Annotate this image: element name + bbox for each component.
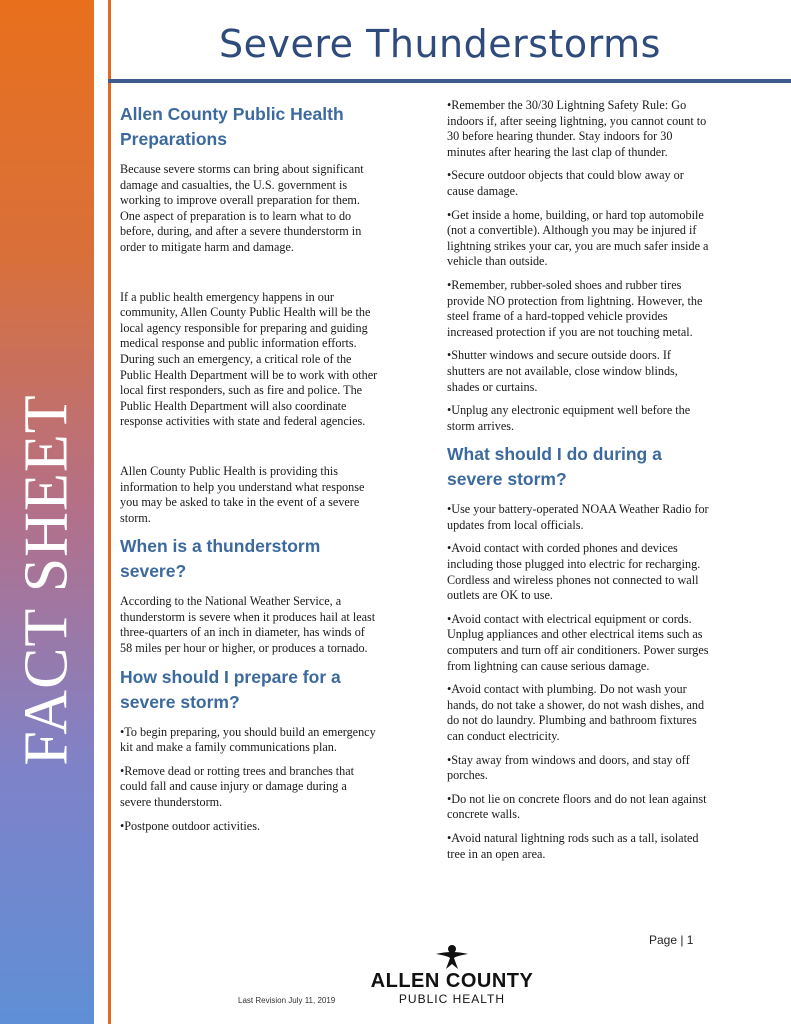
list-item: •Secure outdoor objects that could blow away or cause damage. (447, 168, 684, 198)
title-underline (108, 79, 791, 83)
allen-county-logo (352, 944, 552, 1006)
list-item: •Postpone outdoor activities. (120, 818, 261, 833)
list-item: •Do not lie on concrete floors and do not lean against concrete walls. (447, 791, 707, 822)
logo-subtitle: PUBLIC HEALTH (398, 992, 506, 1006)
paragraph: According to the National Weather Service, a thunderstorm is severe when it produces hail at least three-quarters of an inch in diameter, has winds of 58 miles per hour or higher, or produces a tornado. (120, 594, 376, 656)
revision-date: Last Revision July 11, 2019 (238, 996, 336, 1005)
right-column (447, 98, 710, 870)
list-item: •Remember the 30/30 Lightning Safety Rule: Go indoors if, after seeing lightning, you cannot count to 30 before hearing thunder. Stay indoors for 30 minutes after hearing the last clap of thunder. (447, 98, 707, 159)
section-heading-how-prepare: How should I prepare for a severe storm? (120, 666, 341, 712)
paragraph: Allen County Public Health is providing this information to help you understand what response you may be asked to take in the event of a severe storm. (120, 463, 365, 525)
person-figure-icon (432, 944, 472, 970)
page-number: Page | 1 (649, 933, 694, 947)
section-heading-preparations: Allen County Public Health Preparations (120, 104, 344, 149)
list-item: •Avoid natural lightning rods such as a tall, isolated tree in an open area. (447, 830, 699, 861)
list-item: •Avoid contact with plumbing. Do not wash your hands, do not take a shower, do not wash dishes, and do not do laundry. Plumbing and bathroom fixtures can conduct electricity. (447, 682, 705, 743)
sidebar-banner (0, 0, 94, 1024)
section-heading-during-storm: What should I do during a severe storm? (447, 444, 662, 490)
list-item: •Remember, rubber-soled shoes and rubber tires provide NO protection from lightning. However, the steel frame of a hard-topped vehicle provides increased protection if you are not touching metal. (447, 277, 703, 339)
list-item: •Stay away from windows and doors, and stay off porches. (447, 752, 690, 783)
list-item: •Unplug any electronic equipment well before the storm arrives. (447, 403, 691, 433)
list-item: •To begin preparing, you should build an emergency kit and make a family communications plan. (120, 724, 376, 755)
paragraph: Because severe storms can bring about significant damage and casualties, the U.S. government is working to improve overall preparation for them. One aspect of preparation is to learn what to do before, during, and after a severe thunderstorm in order to mitigate harm and damage. (120, 162, 364, 254)
list-item: •Avoid contact with electrical equipment or cords. Unplug appliances and other electrical items such as computers and turn off air conditioners. Power surges from lightning can cause serious damage. (447, 611, 709, 673)
sidebar-label: FACT SHEET (12, 394, 81, 766)
vertical-rule (108, 0, 111, 1024)
section-heading-when-severe: When is a thunderstorm severe? (120, 536, 321, 582)
left-column (120, 98, 378, 842)
paragraph: If a public health emergency happens in our community, Allen County Public Health will be the local agency responsible for preparing and guiding medical response and public information efforts. During such an emergency, a critical role of the Public Health Department will be to work with other local first responders, such as fire and police. The Public Health Department will also coordinate response activities with state and federal agencies. (120, 289, 378, 429)
list-item: •Avoid contact with corded phones and devices including those plugged into electric for recharging. Cordless and wireless phones not connected to wall outlets are OK to use. (447, 541, 701, 603)
list-item: •Get inside a home, building, or hard top automobile (not a convertible). Although you may be injured if lightning strikes your car, you are much safer inside a vehicle than outside. (447, 207, 709, 269)
list-item: •Shutter windows and secure outside doors. If shutters are not available, close window blinds, shades or curtains. (447, 348, 678, 394)
page-title: Severe Thunderstorms (219, 22, 661, 66)
logo-name: ALLEN COUNTY (370, 970, 534, 992)
list-item: •Use your battery-operated NOAA Weather Radio for updates from local officials. (447, 502, 709, 532)
list-item: •Remove dead or rotting trees and branches that could fall and cause injury or damage during a severe thunderstorm. (120, 763, 355, 810)
